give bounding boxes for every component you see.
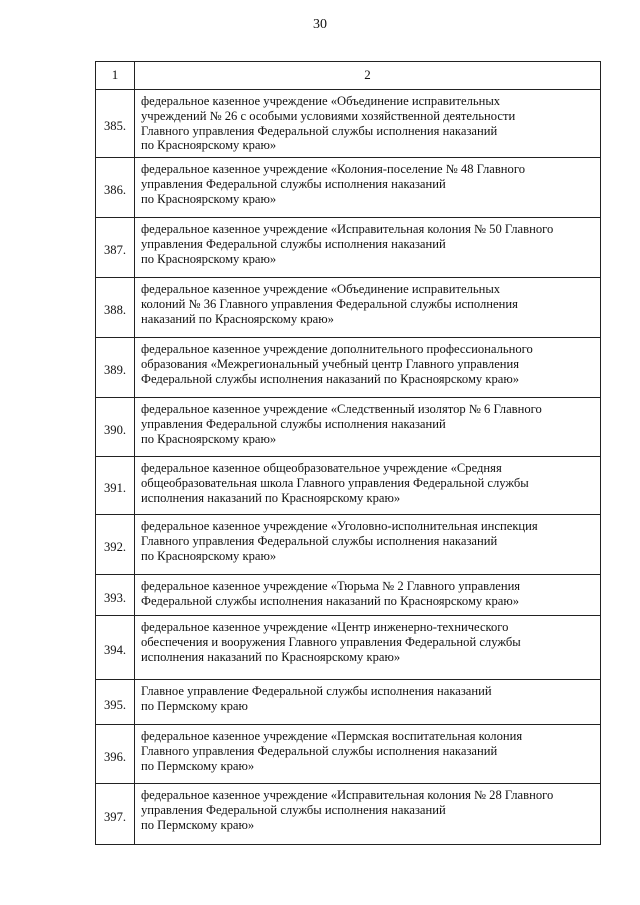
institution-name-line: по Пермскому краю» [141, 758, 255, 773]
institution-name-line: по Красноярскому краю» [141, 431, 277, 446]
row-number [96, 158, 135, 218]
institution-name-line: колоний № 36 Главного управления Федеральной службы исполнения [141, 296, 518, 311]
row-number-text: 395. [103, 697, 127, 712]
institution-name [135, 90, 601, 158]
row-number [96, 575, 135, 616]
table-row [96, 278, 601, 338]
institution-name-line: федеральное казенное учреждение «Объединение исправительных [141, 282, 501, 297]
row-number-text: 397. [103, 809, 127, 824]
table-row [96, 725, 601, 784]
institution-name-line: управления Федеральной службы исполнения наказаний [141, 176, 446, 191]
institution-name [135, 278, 601, 338]
institution-name-line: управления Федеральной службы исполнения наказаний [141, 802, 446, 817]
institution-name-line: по Красноярскому краю» [141, 548, 277, 563]
table-row [96, 218, 601, 278]
table-row [96, 158, 601, 218]
table-row [96, 398, 601, 457]
institution-name-line: управления Федеральной службы исполнения наказаний [141, 416, 446, 431]
institution-name-line: федеральное казенное учреждение «Центр инженерно-технического [141, 620, 509, 635]
institution-name-line: федеральное казенное общеобразовательное учреждение «Средняя [141, 461, 502, 476]
institution-name-line: Федеральной службы исполнения наказаний по Красноярскому краю» [141, 371, 520, 386]
row-number [96, 515, 135, 575]
row-number [96, 90, 135, 158]
institution-name-line: федеральное казенное учреждение «Колония-поселение № 48 Главного [141, 162, 525, 177]
row-number-text: 394. [103, 643, 127, 658]
institution-name [135, 616, 601, 680]
row-number [96, 218, 135, 278]
table-row [96, 515, 601, 575]
institution-name [135, 680, 601, 725]
row-number [96, 338, 135, 398]
row-number [96, 616, 135, 680]
institution-name [135, 575, 601, 616]
institution-name-line: по Пермскому краю [141, 698, 248, 713]
institution-name-line: по Красноярскому краю» [141, 138, 277, 153]
institution-name-line: по Красноярскому краю» [141, 251, 277, 266]
row-number [96, 278, 135, 338]
table-row [96, 680, 601, 725]
institution-name-line: наказаний по Красноярскому краю» [141, 311, 334, 326]
institution-name-line: Главного управления Федеральной службы исполнения наказаний [141, 743, 498, 758]
institution-name-line: общеобразовательная школа Главного управления Федеральной службы [141, 475, 529, 490]
table-row [96, 90, 601, 158]
institution-name [135, 338, 601, 398]
institution-name-line: по Красноярскому краю» [141, 191, 277, 206]
institution-name-line: управления Федеральной службы исполнения наказаний [141, 236, 446, 251]
table-row [96, 616, 601, 680]
row-number [96, 725, 135, 784]
table-header-row [96, 62, 601, 90]
table-body [96, 62, 601, 845]
institution-name-line: федеральное казенное учреждение «Объединение исправительных [141, 94, 501, 108]
institution-name [135, 725, 601, 784]
row-number [96, 398, 135, 457]
institution-name [135, 158, 601, 218]
row-number-text: 390. [103, 422, 127, 437]
table-row [96, 457, 601, 515]
row-number [96, 784, 135, 845]
institution-name-line: федеральное казенное учреждение «Тюрьма № 2 Главного управления [141, 579, 521, 594]
row-number-text: 391. [103, 481, 127, 496]
institution-name-line: Федеральной службы исполнения наказаний по Красноярскому краю» [141, 593, 520, 608]
page-number: 30 [313, 17, 327, 32]
row-number-text: 392. [103, 540, 127, 555]
table-row [96, 575, 601, 616]
institution-name-line: федеральное казенное учреждение «Следственный изолятор № 6 Главного [141, 402, 542, 417]
institution-name-line: исполнения наказаний по Красноярскому краю» [141, 490, 401, 505]
institutions-table [95, 61, 601, 845]
institution-name-line: образования «Межрегиональный учебный центр Главного управления [141, 356, 520, 371]
institution-name [135, 457, 601, 515]
row-number-text: 386. [103, 183, 127, 198]
row-number-text: 388. [103, 303, 127, 318]
institution-name [135, 515, 601, 575]
row-number-text: 393. [103, 590, 127, 605]
institution-name-line: федеральное казенное учреждение дополнительного профессионального [141, 342, 533, 357]
row-number-text: 385. [103, 119, 127, 134]
institution-name-line: федеральное казенное учреждение «Исправительная колония № 50 Главного [141, 222, 554, 237]
row-number [96, 457, 135, 515]
institution-name-line: Главное управление Федеральной службы исполнения наказаний [141, 684, 492, 699]
institution-name [135, 398, 601, 457]
institution-name-line: федеральное казенное учреждение «Уголовно-исполнительная инспекция [141, 519, 538, 534]
row-number-text: 387. [103, 243, 127, 258]
institution-name-line: федеральное казенное учреждение «Пермская воспитательная колония [141, 729, 523, 744]
row-number-text: 396. [103, 749, 127, 764]
header-col-2: 2 [135, 62, 601, 90]
row-number [96, 680, 135, 725]
header-col-1: 1 [96, 62, 135, 90]
institution-name [135, 218, 601, 278]
institution-name-line: Главного управления Федеральной службы исполнения наказаний [141, 533, 498, 548]
row-number-text: 389. [103, 363, 127, 378]
institution-name-line: Главного управления Федеральной службы исполнения наказаний [141, 123, 498, 138]
table-row [96, 784, 601, 845]
institution-name-line: обеспечения и вооружения Главного управления Федеральной службы [141, 634, 521, 649]
institution-name-line: федеральное казенное учреждение «Исправительная колония № 28 Главного [141, 788, 554, 803]
table-row [96, 338, 601, 398]
institution-name [135, 784, 601, 845]
institution-name-line: по Пермскому краю» [141, 817, 255, 832]
institution-name-line: учреждений № 26 с особыми условиями хозяйственной деятельности [141, 108, 516, 123]
institution-name-line: исполнения наказаний по Красноярскому краю» [141, 649, 401, 664]
